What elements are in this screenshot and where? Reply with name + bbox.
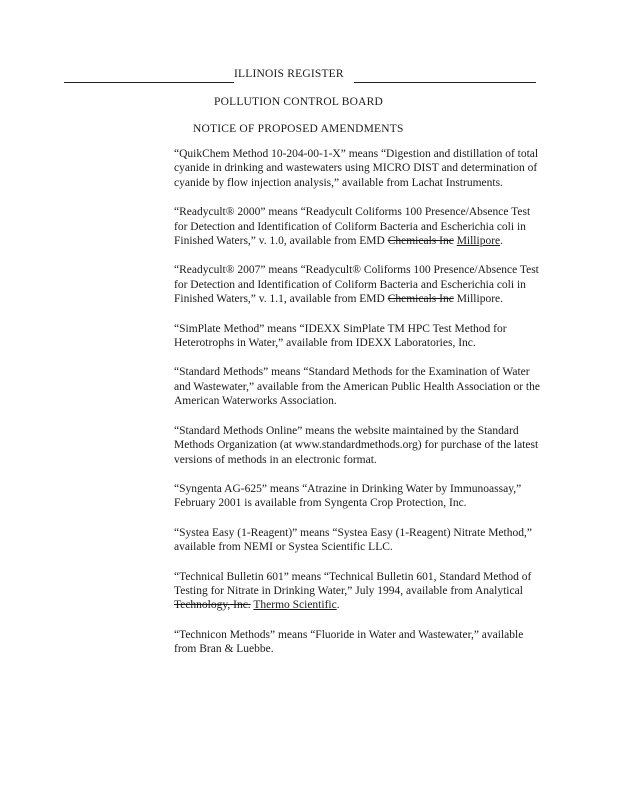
definitions-list: [174, 147, 544, 672]
definition-standard-methods: “Standard Methods” means “Standard Methods for the Examination of Water and Wastewater,” available from the American Public Health Association or the American Waterworks Association.: [174, 366, 540, 408]
header-rule-left: [64, 82, 234, 83]
definition-standard-methods-online: “Standard Methods Online” means the website maintained by the Standard Methods Organization (at www.standardmethods.org) for purchase of the latest versions of methods in an electronic format.: [174, 424, 539, 466]
header-rule-right: [354, 82, 536, 83]
definition-simplate: “SimPlate Method” means “IDEXX SimPlate TM HPC Test Method for Heterotrophs in Water,” available from IDEXX Laboratories, Inc.: [174, 322, 507, 350]
definition-technical-bulletin: “Technical Bulletin 601” means “Technical Bulletin 601, Standard Method of Testing for Nitrate in Drinking Water,” July 1994, available from Analytical Technology, Inc. Thermo Scientific.: [174, 570, 532, 612]
deleted-text: Technology, Inc.: [174, 599, 251, 612]
definition-syngenta: “Syngenta AG-625” means “Atrazine in Drinking Water by Immunoassay,” February 2001 is available from Syngenta Crop Protection, Inc.: [174, 482, 522, 510]
notice-title: NOTICE OF PROPOSED AMENDMENTS: [193, 123, 404, 135]
definition-readycult-2007: “Readycult® 2007” means “Readycult® Coliforms 100 Presence/Absence Test for Detection and Identification of Coliform Bacteria and Escherichia coli in Finished Waters,” v. 1.1, available from EMD Chemicals Inc Millipore.: [174, 264, 539, 306]
definition-technicon: “Technicon Methods” means “Fluoride in Water and Wastewater,” available from Bran & Luebbe.: [174, 628, 524, 656]
definition-quikchem: “QuikChem Method 10-204-00-1-X” means “Digestion and distillation of total cyanide in drinking and wastewaters using MICRO DIST and determination of cyanide by flow injection analysis,” available from Lachat Instruments.: [174, 148, 539, 189]
deleted-text: Chemicals Inc: [387, 235, 454, 248]
inserted-text: Thermo Scientific: [253, 599, 337, 612]
board-title: POLLUTION CONTROL BOARD: [214, 96, 384, 108]
deleted-text: Chemicals Inc: [387, 293, 454, 306]
inserted-text: Millipore: [456, 235, 501, 248]
definition-systea: “Systea Easy (1-Reagent)” means “Systea Easy (1-Reagent) Nitrate Method,” available from NEMI or Systea Scientific LLC.: [174, 526, 532, 554]
register-title: ILLINOIS REGISTER: [234, 68, 344, 80]
definition-readycult-2000: “Readycult® 2000” means “Readycult Coliforms 100 Presence/Absence Test for Detection and Identification of Coliform Bacteria and Escherichia coli in Finished Waters,” v. 1.0, available from EMD Chemicals Inc Millipore.: [174, 206, 531, 248]
